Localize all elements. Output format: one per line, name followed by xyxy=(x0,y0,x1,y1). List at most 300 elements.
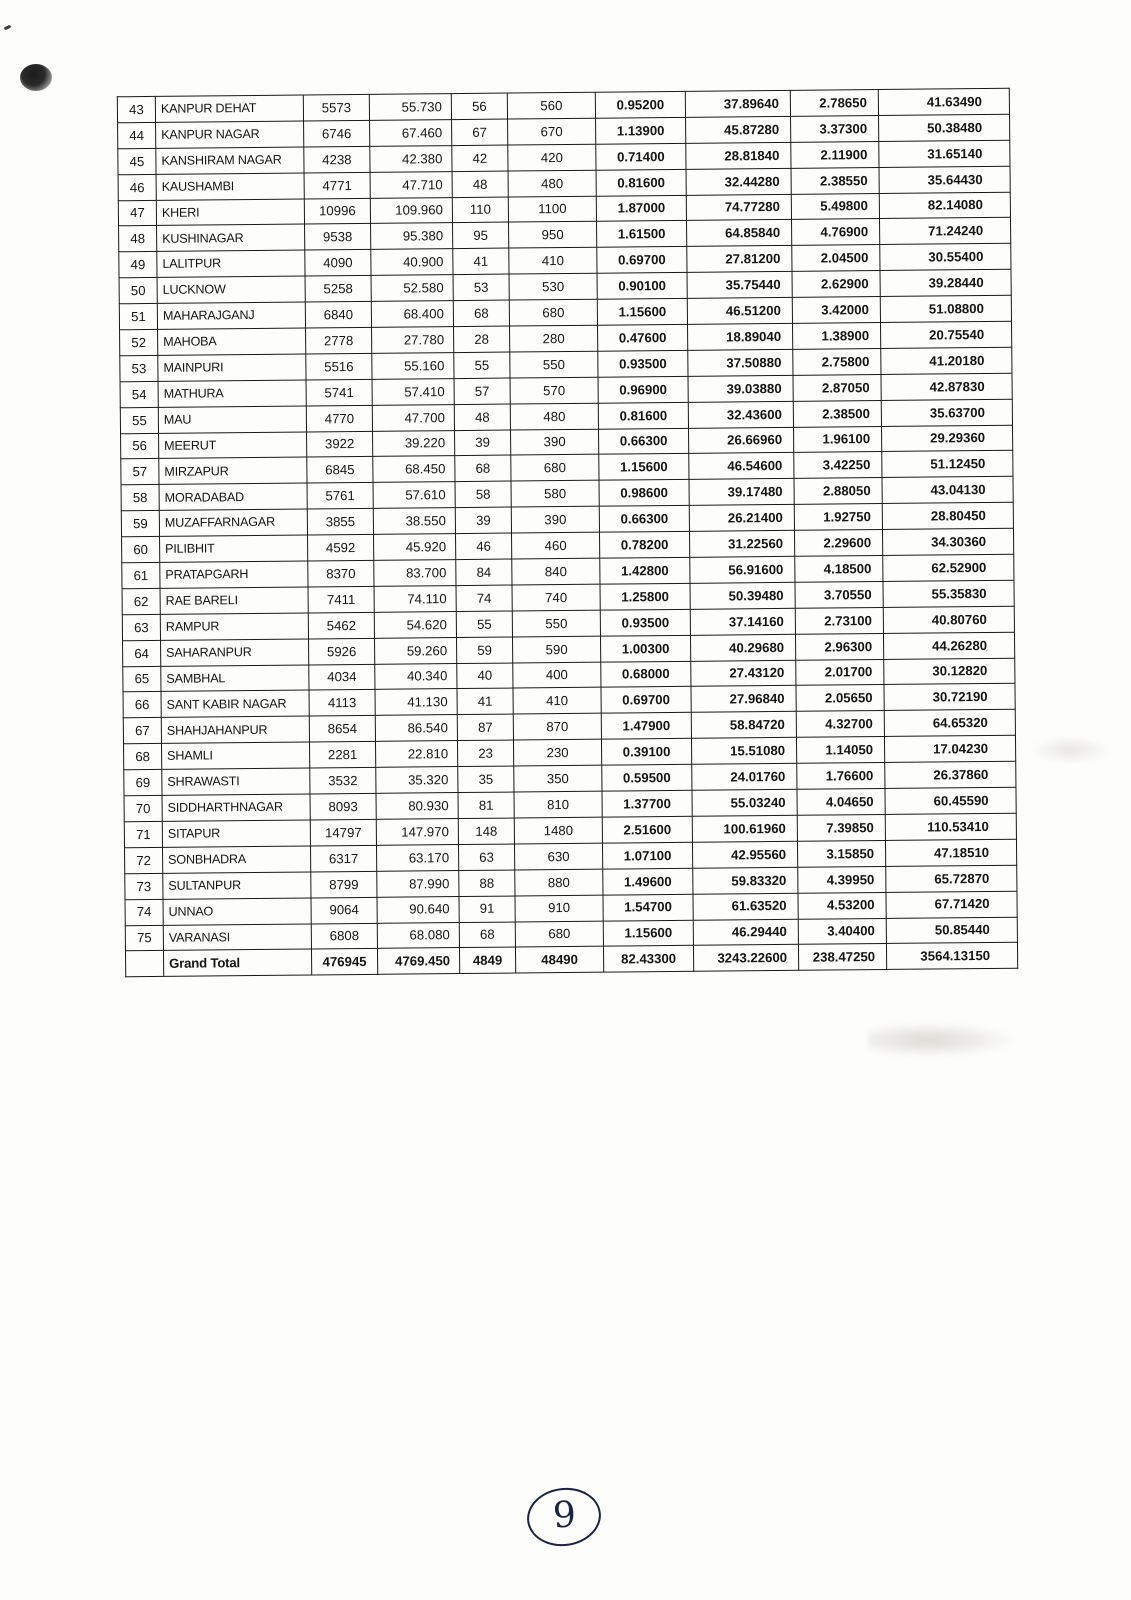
value-cell: 55.35830 xyxy=(883,580,1014,607)
value-cell: 48 xyxy=(454,404,510,430)
value-cell: 71.24240 xyxy=(880,218,1011,245)
value-cell: 46.51200 xyxy=(687,297,792,324)
value-cell: 81 xyxy=(458,792,514,818)
value-cell: 80.930 xyxy=(376,793,458,820)
value-cell: 3.15850 xyxy=(797,840,885,867)
value-cell: 3.37300 xyxy=(791,115,879,142)
value-cell: 68 xyxy=(455,456,511,482)
value-cell: 45.920 xyxy=(374,534,456,561)
value-cell: 148 xyxy=(458,818,514,844)
value-cell: 32.44280 xyxy=(686,168,791,195)
value-cell: 4.39950 xyxy=(798,866,886,893)
serial-number-cell: 45 xyxy=(118,148,156,174)
value-cell: 86.540 xyxy=(375,715,457,742)
value-cell: 390 xyxy=(511,429,599,456)
value-cell: 23 xyxy=(457,740,513,766)
district-name-cell: SHAHJAHANPUR xyxy=(161,716,309,743)
district-name-cell: SIDDHARTHNAGAR xyxy=(162,794,310,821)
value-cell: 2.87050 xyxy=(793,374,881,401)
serial-number-cell: 59 xyxy=(121,511,159,537)
value-cell: 1.25800 xyxy=(600,583,690,610)
value-cell: 2.11900 xyxy=(791,141,879,168)
district-name-cell: SONBHADRA xyxy=(163,846,311,873)
value-cell: 87.990 xyxy=(377,870,459,897)
value-cell: 30.55400 xyxy=(880,244,1011,271)
value-cell: 1.96100 xyxy=(793,426,881,453)
district-name-cell: Grand Total xyxy=(163,949,311,976)
value-cell: 34.30360 xyxy=(882,528,1013,555)
value-cell: 38.550 xyxy=(373,508,455,535)
district-name-cell: MORADABAD xyxy=(159,483,307,510)
value-cell: 4849 xyxy=(459,947,515,973)
value-cell: 27.780 xyxy=(372,327,454,354)
district-name-cell: MAU xyxy=(158,406,306,433)
value-cell: 1.00300 xyxy=(600,635,690,662)
value-cell: 26.37860 xyxy=(885,761,1016,788)
value-cell: 0.39100 xyxy=(601,739,691,766)
pen-mark xyxy=(4,25,12,31)
value-cell: 68.080 xyxy=(377,922,459,949)
district-name-cell: SAHARANPUR xyxy=(161,639,309,666)
serial-number-cell: 49 xyxy=(119,252,157,278)
value-cell: 680 xyxy=(511,455,599,482)
value-cell: 3.42000 xyxy=(792,297,880,324)
district-name-cell: SHAMLI xyxy=(162,742,310,769)
value-cell: 1480 xyxy=(514,817,602,844)
value-cell: 84 xyxy=(456,559,512,585)
value-cell: 52.580 xyxy=(371,275,453,302)
value-cell: 550 xyxy=(512,610,600,637)
table-body xyxy=(117,88,1017,977)
value-cell: 280 xyxy=(510,325,598,352)
serial-number-cell: 60 xyxy=(122,537,160,563)
value-cell: 420 xyxy=(508,144,596,171)
value-cell: 39 xyxy=(455,507,511,533)
district-name-cell: KANSHIRAM NAGAR xyxy=(156,147,304,174)
value-cell: 2778 xyxy=(306,327,372,354)
value-cell: 56.91600 xyxy=(690,556,795,583)
value-cell: 68.400 xyxy=(371,301,453,328)
value-cell: 1.07100 xyxy=(602,842,692,869)
value-cell: 42.380 xyxy=(370,145,452,172)
district-name-cell: KUSHINAGAR xyxy=(157,224,305,251)
value-cell: 5.49800 xyxy=(791,193,879,220)
serial-number-cell: 70 xyxy=(124,795,162,821)
value-cell: 59.83320 xyxy=(693,867,798,894)
value-cell: 31.65140 xyxy=(879,140,1010,167)
value-cell: 30.12820 xyxy=(884,658,1015,685)
value-cell: 350 xyxy=(514,765,602,792)
serial-number-cell: 75 xyxy=(125,925,163,951)
value-cell: 48 xyxy=(452,171,508,197)
district-name-cell: SITAPUR xyxy=(162,820,310,847)
value-cell: 32.43600 xyxy=(688,401,793,428)
district-name-cell: KANPUR NAGAR xyxy=(156,121,304,148)
value-cell: 45.87280 xyxy=(686,116,791,143)
value-cell: 0.69700 xyxy=(597,247,687,274)
value-cell: 74 xyxy=(456,585,512,611)
district-name-cell: RAE BARELI xyxy=(160,587,308,614)
serial-number-cell: 52 xyxy=(120,329,158,355)
hole-punch-mark xyxy=(20,64,52,91)
district-data-table xyxy=(117,88,1018,978)
value-cell: 68 xyxy=(459,922,515,948)
value-cell: 840 xyxy=(512,558,600,585)
value-cell: 0.81600 xyxy=(596,169,686,196)
value-cell: 57.410 xyxy=(372,378,454,405)
value-cell: 40.29680 xyxy=(690,634,795,661)
serial-number-cell: 62 xyxy=(122,588,160,614)
value-cell: 42.95560 xyxy=(692,841,797,868)
value-cell: 1.15600 xyxy=(603,920,693,947)
value-cell: 56 xyxy=(451,93,507,119)
value-cell: 4770 xyxy=(306,405,372,432)
value-cell: 8370 xyxy=(308,560,374,587)
serial-number-cell: 64 xyxy=(123,640,161,666)
value-cell: 31.22560 xyxy=(689,530,794,557)
value-cell: 0.69700 xyxy=(601,687,691,714)
value-cell: 4.18500 xyxy=(795,556,883,583)
value-cell: 6317 xyxy=(310,845,376,872)
value-cell: 3.42250 xyxy=(794,452,882,479)
district-name-cell: LUCKNOW xyxy=(157,276,305,303)
value-cell: 480 xyxy=(510,403,598,430)
value-cell: 37.50880 xyxy=(688,349,793,376)
value-cell: 57.610 xyxy=(373,482,455,509)
serial-number-cell: 71 xyxy=(124,821,162,847)
value-cell: 1.92750 xyxy=(794,504,882,531)
value-cell: 51.08800 xyxy=(880,295,1011,322)
serial-number-cell: 55 xyxy=(120,407,158,433)
value-cell: 950 xyxy=(509,222,597,249)
value-cell: 0.93500 xyxy=(598,350,688,377)
serial-number-cell xyxy=(125,951,163,977)
value-cell: 55 xyxy=(456,611,512,637)
value-cell: 4090 xyxy=(305,250,371,277)
district-name-cell: LALITPUR xyxy=(157,250,305,277)
value-cell: 41 xyxy=(457,689,513,715)
value-cell: 28 xyxy=(454,326,510,352)
value-cell: 24.01760 xyxy=(692,763,797,790)
value-cell: 3855 xyxy=(307,509,373,536)
value-cell: 110 xyxy=(452,197,508,223)
value-cell: 46.29440 xyxy=(693,919,798,946)
value-cell: 2.38550 xyxy=(791,167,879,194)
value-cell: 3564.13150 xyxy=(886,943,1017,970)
value-cell: 51.12450 xyxy=(882,451,1013,478)
value-cell: 570 xyxy=(510,377,598,404)
value-cell: 14797 xyxy=(310,819,376,846)
value-cell: 41.63490 xyxy=(878,88,1009,115)
value-cell: 410 xyxy=(513,688,601,715)
value-cell: 44.26280 xyxy=(883,632,1014,659)
value-cell: 54.620 xyxy=(374,611,456,638)
serial-number-cell: 63 xyxy=(122,614,160,640)
value-cell: 0.98600 xyxy=(599,480,689,507)
serial-number-cell: 51 xyxy=(119,304,157,330)
value-cell: 550 xyxy=(510,351,598,378)
value-cell: 46 xyxy=(456,533,512,559)
page-number: 9 xyxy=(551,1493,577,1537)
value-cell: 46.54600 xyxy=(689,453,794,480)
value-cell: 3532 xyxy=(310,768,376,795)
value-cell: 6808 xyxy=(311,923,377,950)
value-cell: 2.75800 xyxy=(793,348,881,375)
serial-number-cell: 69 xyxy=(124,770,162,796)
value-cell: 2.04500 xyxy=(792,245,880,272)
value-cell: 39 xyxy=(455,430,511,456)
value-cell: 95 xyxy=(453,223,509,249)
value-cell: 47.710 xyxy=(370,171,452,198)
value-cell: 3922 xyxy=(307,431,373,458)
value-cell: 17.04230 xyxy=(884,735,1015,762)
value-cell: 10996 xyxy=(304,198,370,225)
value-cell: 67 xyxy=(452,119,508,145)
value-cell: 100.61960 xyxy=(692,815,797,842)
value-cell: 30.72190 xyxy=(884,684,1015,711)
value-cell: 40.900 xyxy=(371,249,453,276)
value-cell: 0.68000 xyxy=(601,661,691,688)
value-cell: 6845 xyxy=(307,457,373,484)
district-name-cell: MATHURA xyxy=(158,380,306,407)
value-cell: 2.29600 xyxy=(794,530,882,557)
serial-number-cell: 48 xyxy=(119,226,157,252)
serial-number-cell: 58 xyxy=(121,485,159,511)
value-cell: 1.37700 xyxy=(602,790,692,817)
serial-number-cell: 47 xyxy=(118,200,156,226)
value-cell: 1.13900 xyxy=(596,117,686,144)
value-cell: 35.75440 xyxy=(687,272,792,299)
value-cell: 147.970 xyxy=(376,818,458,845)
value-cell: 35.320 xyxy=(376,767,458,794)
value-cell: 39.03880 xyxy=(688,375,793,402)
value-cell: 0.59500 xyxy=(602,764,692,791)
value-cell: 0.47600 xyxy=(598,324,688,351)
district-name-cell: SULTANPUR xyxy=(163,872,311,899)
value-cell: 9064 xyxy=(311,897,377,924)
value-cell: 28.81840 xyxy=(686,142,791,169)
value-cell: 65.72870 xyxy=(886,865,1017,892)
value-cell: 2.38500 xyxy=(793,400,881,427)
value-cell: 476945 xyxy=(311,949,377,976)
value-cell: 42.87830 xyxy=(881,373,1012,400)
value-cell: 63 xyxy=(458,844,514,870)
value-cell: 4.53200 xyxy=(798,892,886,919)
value-cell: 2.01700 xyxy=(796,659,884,686)
serial-number-cell: 66 xyxy=(123,692,161,718)
value-cell: 6746 xyxy=(304,120,370,147)
value-cell: 1100 xyxy=(508,196,596,223)
serial-number-cell: 44 xyxy=(118,122,156,148)
value-cell: 82.43300 xyxy=(603,946,693,973)
value-cell: 0.96900 xyxy=(598,376,688,403)
value-cell: 67.71420 xyxy=(886,891,1017,918)
value-cell: 47.700 xyxy=(372,404,454,431)
serial-number-cell: 56 xyxy=(121,433,159,459)
serial-number-cell: 61 xyxy=(122,562,160,588)
value-cell: 41.20180 xyxy=(881,347,1012,374)
value-cell: 2.51600 xyxy=(602,816,692,843)
serial-number-cell: 74 xyxy=(125,899,163,925)
district-name-cell: PRATAPGARH xyxy=(160,561,308,588)
value-cell: 50.85440 xyxy=(886,917,1017,944)
value-cell: 42 xyxy=(452,145,508,171)
value-cell: 4769.450 xyxy=(377,948,459,975)
district-name-cell: MEERUT xyxy=(159,432,307,459)
value-cell: 55.03240 xyxy=(692,789,797,816)
value-cell: 630 xyxy=(514,843,602,870)
value-cell: 8654 xyxy=(309,716,375,743)
district-table-wrapper xyxy=(117,88,1017,978)
value-cell: 67.460 xyxy=(370,119,452,146)
value-cell: 20.75540 xyxy=(880,321,1011,348)
value-cell: 87 xyxy=(457,714,513,740)
scan-smudge xyxy=(868,1022,1018,1058)
value-cell: 2281 xyxy=(310,742,376,769)
value-cell: 68.450 xyxy=(373,456,455,483)
value-cell: 26.21400 xyxy=(689,505,794,532)
value-cell: 3243.22600 xyxy=(693,945,798,972)
value-cell: 590 xyxy=(512,636,600,663)
value-cell: 670 xyxy=(508,118,596,145)
value-cell: 41.130 xyxy=(375,689,457,716)
value-cell: 2.96300 xyxy=(795,633,883,660)
value-cell: 83.700 xyxy=(374,560,456,587)
value-cell: 37.89640 xyxy=(685,90,790,117)
value-cell: 5761 xyxy=(307,483,373,510)
value-cell: 43.04130 xyxy=(882,477,1013,504)
value-cell: 1.15600 xyxy=(599,454,689,481)
value-cell: 1.61500 xyxy=(597,221,687,248)
value-cell: 82.14080 xyxy=(879,192,1010,219)
value-cell: 0.81600 xyxy=(598,402,688,429)
value-cell: 390 xyxy=(511,506,599,533)
value-cell: 0.95200 xyxy=(595,91,685,118)
value-cell: 63.170 xyxy=(376,844,458,871)
value-cell: 910 xyxy=(515,895,603,922)
value-cell: 59 xyxy=(456,637,512,663)
value-cell: 480 xyxy=(508,170,596,197)
value-cell: 4.32700 xyxy=(796,711,884,738)
value-cell: 230 xyxy=(513,739,601,766)
serial-number-cell: 46 xyxy=(118,174,156,200)
district-name-cell: MAHOBA xyxy=(158,328,306,355)
district-name-cell: RAMPUR xyxy=(160,613,308,640)
value-cell: 27.43120 xyxy=(691,660,796,687)
value-cell: 460 xyxy=(512,532,600,559)
value-cell: 9538 xyxy=(305,224,371,251)
value-cell: 4592 xyxy=(308,534,374,561)
value-cell: 60.45590 xyxy=(885,787,1016,814)
value-cell: 74.77280 xyxy=(686,194,791,221)
value-cell: 2.62900 xyxy=(792,271,880,298)
value-cell: 62.52900 xyxy=(883,554,1014,581)
page-number-circle xyxy=(524,1484,605,1551)
value-cell: 580 xyxy=(511,481,599,508)
value-cell: 64.85840 xyxy=(687,220,792,247)
value-cell: 68 xyxy=(453,300,509,326)
value-cell: 48490 xyxy=(515,947,603,974)
value-cell: 6840 xyxy=(305,301,371,328)
value-cell: 27.81200 xyxy=(687,246,792,273)
value-cell: 55 xyxy=(454,352,510,378)
value-cell: 680 xyxy=(509,299,597,326)
value-cell: 5258 xyxy=(305,276,371,303)
value-cell: 58.84720 xyxy=(691,712,796,739)
value-cell: 91 xyxy=(459,896,515,922)
value-cell: 1.49600 xyxy=(603,868,693,895)
district-name-cell: SHRAWASTI xyxy=(162,768,310,795)
value-cell: 55.730 xyxy=(369,94,451,121)
serial-number-cell: 50 xyxy=(119,278,157,304)
value-cell: 2.78650 xyxy=(790,89,878,116)
value-cell: 50.38480 xyxy=(879,114,1010,141)
district-name-cell: SANT KABIR NAGAR xyxy=(161,690,309,717)
value-cell: 810 xyxy=(514,791,602,818)
value-cell: 880 xyxy=(515,869,603,896)
value-cell: 5462 xyxy=(308,612,374,639)
value-cell: 560 xyxy=(507,92,595,119)
value-cell: 74.110 xyxy=(374,585,456,612)
value-cell: 61.63520 xyxy=(693,893,798,920)
value-cell: 4113 xyxy=(309,690,375,717)
value-cell: 28.80450 xyxy=(882,502,1013,529)
value-cell: 40.80760 xyxy=(883,606,1014,633)
district-name-cell: MAHARAJGANJ xyxy=(157,302,305,329)
value-cell: 5741 xyxy=(306,379,372,406)
value-cell: 39.220 xyxy=(373,430,455,457)
district-name-cell: MIRZAPUR xyxy=(159,457,307,484)
serial-number-cell: 57 xyxy=(121,459,159,485)
value-cell: 5516 xyxy=(306,353,372,380)
value-cell: 4.04650 xyxy=(797,789,885,816)
value-cell: 4771 xyxy=(304,172,370,199)
value-cell: 238.47250 xyxy=(798,944,886,971)
serial-number-cell: 68 xyxy=(124,744,162,770)
value-cell: 2.88050 xyxy=(794,478,882,505)
serial-number-cell: 54 xyxy=(120,381,158,407)
value-cell: 88 xyxy=(459,870,515,896)
value-cell: 47.18510 xyxy=(885,839,1016,866)
district-name-cell: VARANASI xyxy=(163,923,311,950)
value-cell: 1.87000 xyxy=(596,195,686,222)
value-cell: 110.53410 xyxy=(885,813,1016,840)
value-cell: 0.93500 xyxy=(600,609,690,636)
value-cell: 1.54700 xyxy=(603,894,693,921)
value-cell: 109.960 xyxy=(370,197,452,224)
value-cell: 15.51080 xyxy=(691,738,796,765)
value-cell: 50.39480 xyxy=(690,582,795,609)
serial-number-cell: 73 xyxy=(125,873,163,899)
value-cell: 39.17480 xyxy=(689,479,794,506)
value-cell: 37.14160 xyxy=(690,608,795,635)
district-name-cell: SAMBHAL xyxy=(161,665,309,692)
value-cell: 8093 xyxy=(310,793,376,820)
district-name-cell: KHERI xyxy=(156,199,304,226)
district-name-cell: PILIBHIT xyxy=(160,535,308,562)
value-cell: 0.66300 xyxy=(599,428,689,455)
value-cell: 7.39850 xyxy=(797,814,885,841)
value-cell: 35.64430 xyxy=(879,166,1010,193)
value-cell: 53 xyxy=(453,274,509,300)
value-cell: 59.260 xyxy=(375,637,457,664)
value-cell: 64.65320 xyxy=(884,710,1015,737)
value-cell: 1.47900 xyxy=(601,713,691,740)
value-cell: 1.14050 xyxy=(796,737,884,764)
value-cell: 7411 xyxy=(308,586,374,613)
value-cell: 0.78200 xyxy=(599,531,689,558)
value-cell: 740 xyxy=(512,584,600,611)
